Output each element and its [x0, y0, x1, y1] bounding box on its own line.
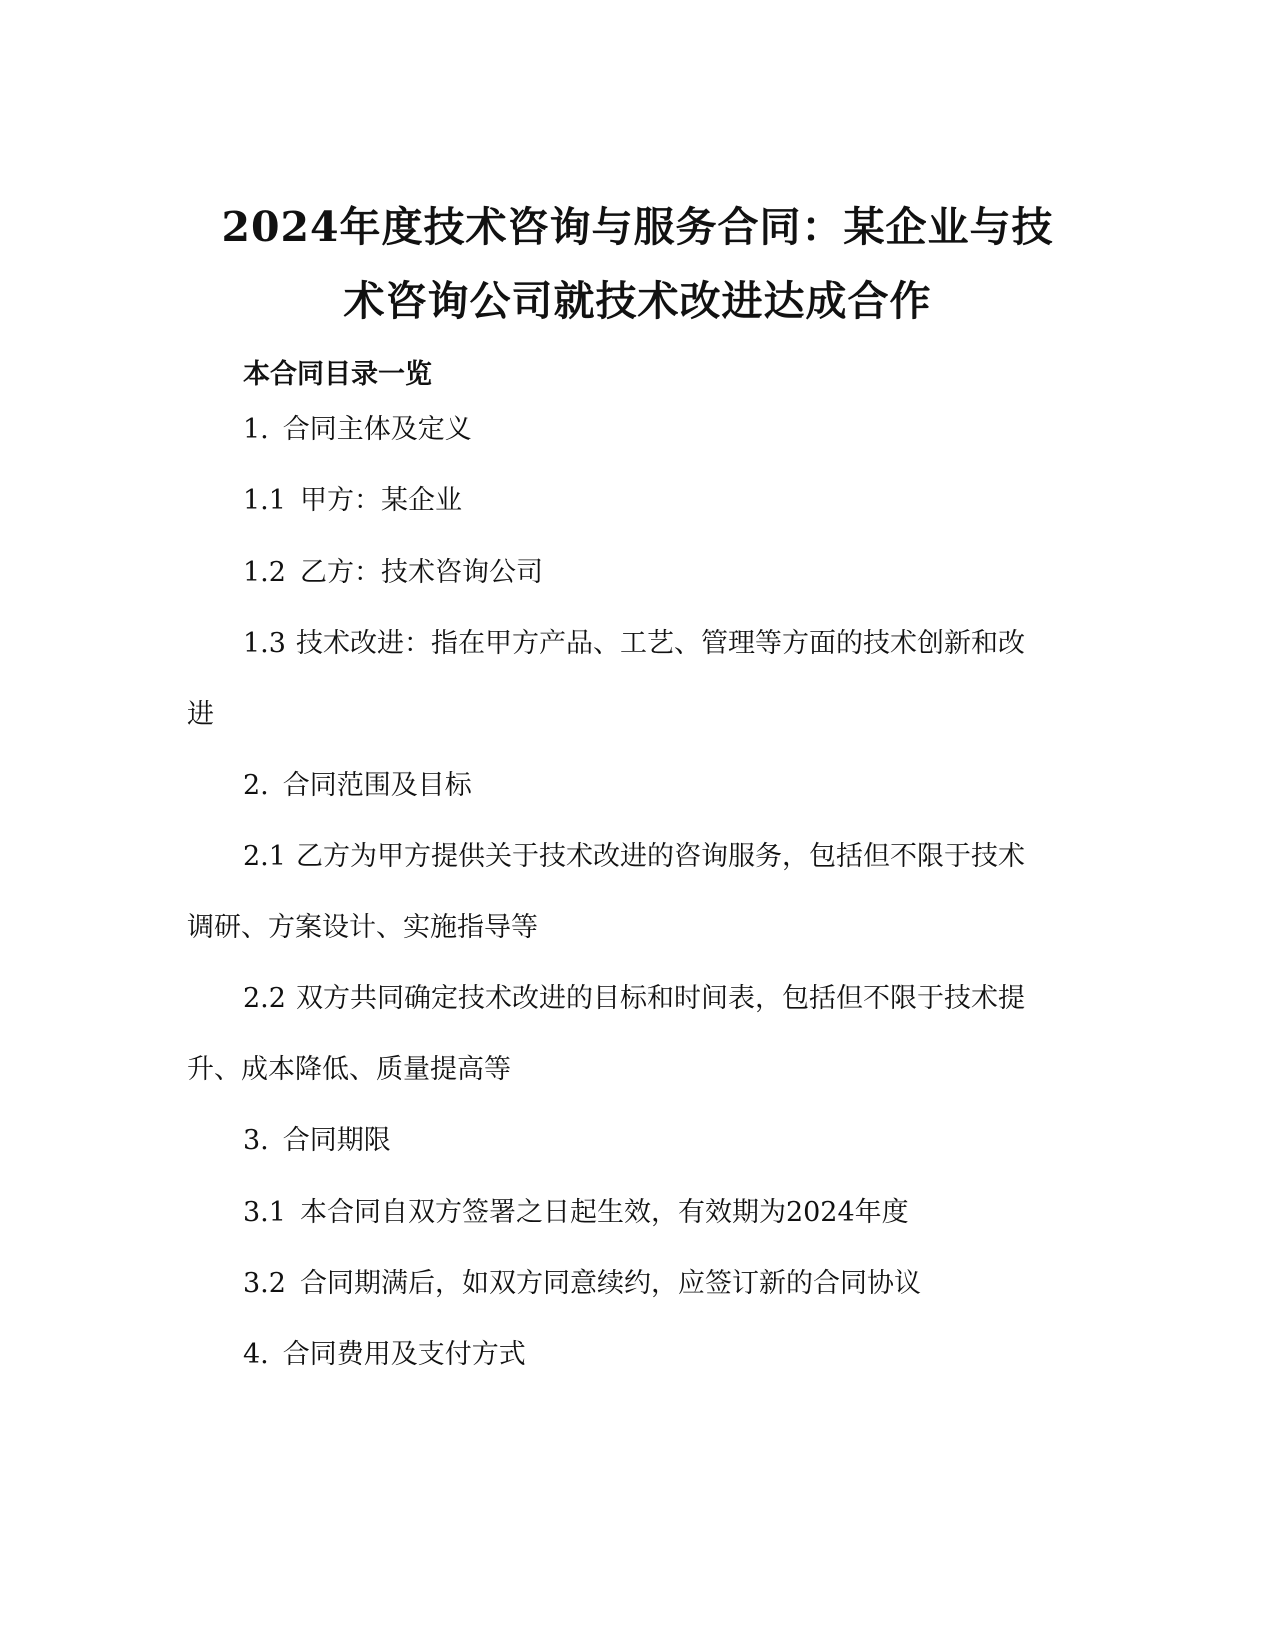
item-number: 1.1 — [243, 485, 286, 516]
toc-item-1-2 — [243, 556, 543, 590]
item-number: 3.1 — [243, 1197, 286, 1228]
item-number: 2.2 — [243, 983, 286, 1014]
item-number: 2.1 — [243, 841, 286, 872]
toc-item-1-3-continuation: 进 — [187, 699, 214, 730]
toc-item-2-2-continuation: 升、成本降低、质量提高等 — [187, 1054, 511, 1085]
item-number: 3.2 — [243, 1268, 286, 1299]
item-text: 乙方：技术咨询公司 — [299, 557, 543, 588]
item-number: 1. — [243, 414, 269, 445]
item-number: 1.2 — [243, 557, 286, 588]
toc-item-2-1 — [243, 840, 1025, 874]
item-number: 2. — [243, 770, 269, 801]
document-title-line-1: 2024年度技术咨询与服务合同：某企业与技 — [221, 203, 1054, 251]
item-text: 合同主体及定义 — [282, 414, 472, 445]
item-number: 3. — [243, 1125, 269, 1156]
item-text: 双方共同确定技术改进的目标和时间表，包括但不限于技术提 — [295, 983, 1025, 1014]
item-text: 合同期限 — [282, 1125, 391, 1156]
item-text: 本合同自双方签署之日起生效，有效期为2024年度 — [299, 1197, 909, 1228]
toc-item-4 — [243, 1338, 526, 1372]
toc-item-2-2 — [243, 982, 1025, 1016]
toc-item-1-3 — [243, 627, 1025, 661]
toc-item-1 — [243, 413, 472, 447]
item-number: 1.3 — [243, 628, 286, 659]
item-text: 乙方为甲方提供关于技术改进的咨询服务，包括但不限于技术 — [295, 841, 1025, 872]
toc-item-2-1-continuation: 调研、方案设计、实施指导等 — [187, 912, 538, 943]
item-text: 合同期满后，如双方同意续约，应签订新的合同协议 — [299, 1268, 921, 1299]
item-text: 甲方：某企业 — [299, 485, 462, 516]
toc-item-1-1 — [243, 484, 462, 518]
item-text: 合同费用及支付方式 — [282, 1339, 526, 1370]
item-number: 4. — [243, 1339, 269, 1370]
document-title-line-2: 术咨询公司就技术改进达成合作 — [343, 277, 932, 325]
toc-item-3-1 — [243, 1196, 909, 1230]
item-text: 技术改进：指在甲方产品、工艺、管理等方面的技术创新和改 — [295, 628, 1025, 659]
toc-heading: 本合同目录一览 — [243, 359, 432, 390]
item-text: 合同范围及目标 — [282, 770, 472, 801]
toc-item-3 — [243, 1124, 391, 1158]
toc-item-3-2 — [243, 1267, 921, 1301]
toc-item-2 — [243, 769, 472, 803]
